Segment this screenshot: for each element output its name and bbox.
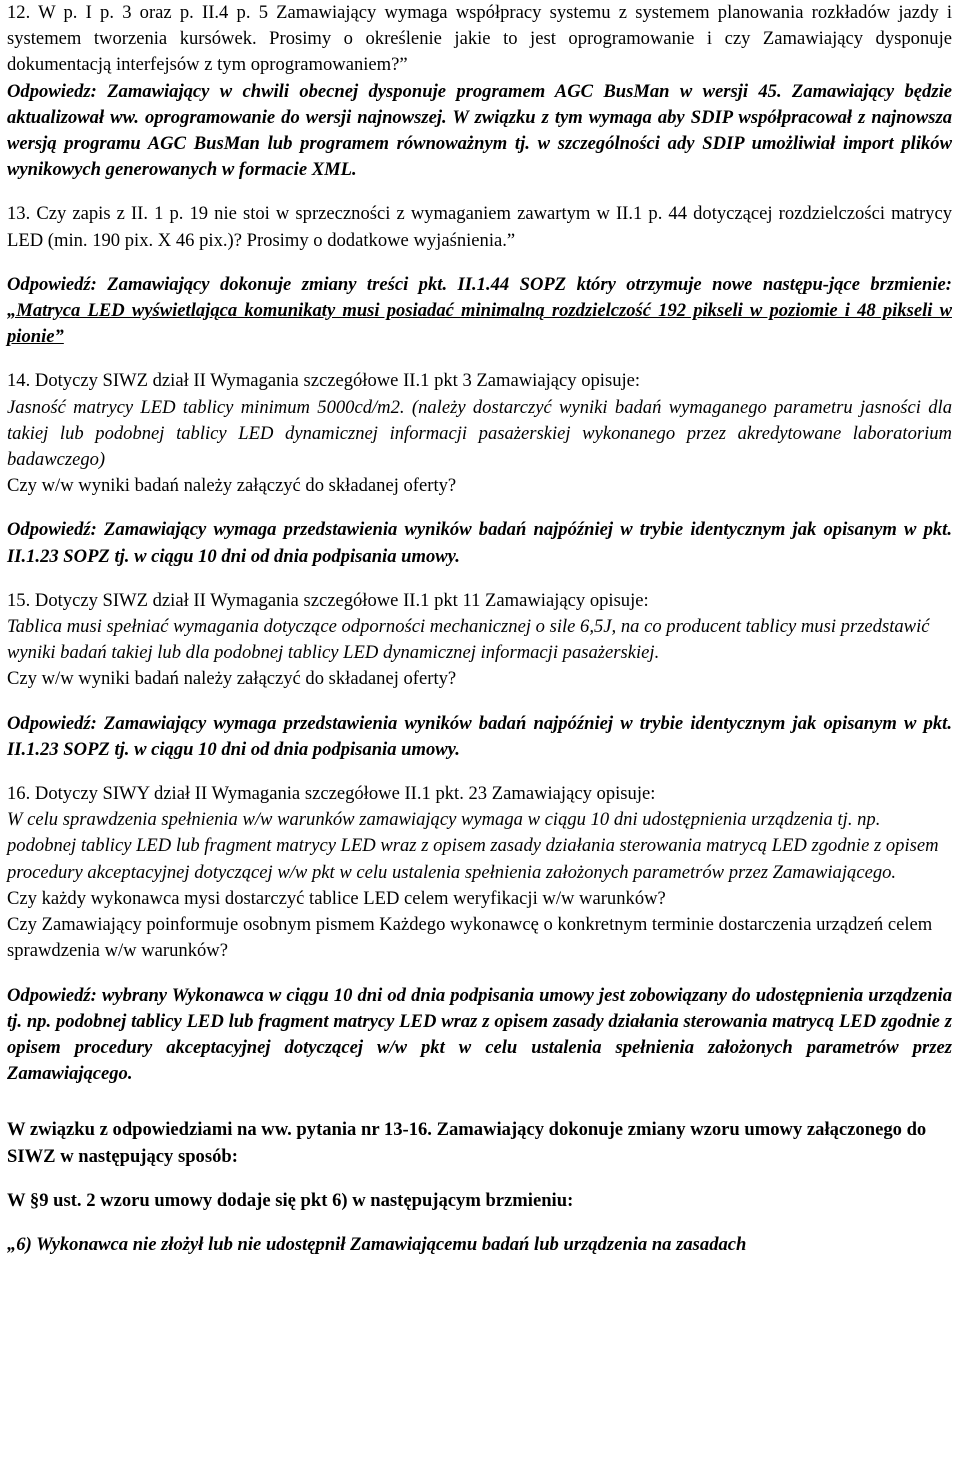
answer-13-intro: Odpowiedź: Zamawiający dokonuje zmiany treści pkt. II.1.44 SOPZ który otrzymuje nowe następu-jące brzmienie: [7,273,952,295]
question-12 [7,0,952,183]
spacer [7,499,952,517]
contract-change-quote: „6) Wykonawca nie złożył lub nie udostępnił Zamawiającemu badań lub urządzenia na zasadach [7,1233,747,1255]
question-16-quote: W celu sprawdzenia spełnienia w/w warunków zamawiający wymaga w ciągu 10 dni udostępnienia urządzenia tj. np. podobnej tablicy LED lub fragment matrycy LED wraz z opisem zasady działania sterowania matrycą LED zgodnie z opisem procedury akceptacyjnej dotyczącej w/w pkt w celu ustalenia spełnienia założonych parametrów przez Zamawiającego. [7,809,939,883]
answer-13 [7,272,952,351]
answer-12-text: Odpowiedz: Zamawiający w chwili obecnej dysponuje programem AGC BusMan w wersji 45. Zamawiający będzie aktualizował ww. oprogramowanie do wersji najnowszej. W związku z tym wymaga aby SDIP współpracował z najnowsza wersją programu AGC BusMan lub programem równoważnym tj. w szczególności ady SDIP umożliwiał import plików wynikowych generowanych w formacie XML. [7,80,952,181]
question-15 [7,588,952,763]
question-15-question: Czy w/w wyniki badań należy załączyć do składanej oferty? [7,668,457,690]
spacer [7,763,952,781]
question-14 [7,368,952,569]
spacer [7,1087,952,1117]
answer-15-text: Odpowiedź: Zamawiający wymaga przedstawienia wyników badań najpóźniej w trybie identycznym jak opisanym w pkt. II.1.23 SOPZ tj. w ciągu 10 dni od dnia podpisania umowy. [7,712,952,760]
contract-change-paragraph-9: W §9 ust. 2 wzoru umowy dodaje się pkt 6) w następującym brzmieniu: [7,1189,574,1211]
question-16-question-1: Czy każdy wykonawca mysi dostarczyć tablice LED celem weryfikacji w/w warunków? [7,887,666,909]
spacer [7,570,952,588]
question-16-question-2: Czy Zamawiający poinformuje osobnym pismem Każdego wykonawcę o konkretnym terminie dostarczenia urządzeń celem sprawdzenia w/w warunków? [7,914,933,962]
spacer [7,350,952,368]
contract-change [7,1117,952,1258]
spacer [7,1214,952,1232]
spacer [7,183,952,201]
question-15-intro: 15. Dotyczy SIWZ dział II Wymagania szczegółowe II.1 pkt 11 Zamawiający opisuje: [7,589,649,611]
contract-change-intro: W związku z odpowiedziami na ww. pytania nr 13-16. Zamawiający dokonuje zmiany wzoru umowy załączonego do SIWZ w następujący sposób: [7,1119,927,1167]
answer-13-quote: „Matryca LED wyświetlająca komunikaty musi posiadać minimalną rozdzielczość 192 pikseli w poziomie i 48 pikseli w pionie” [7,300,952,348]
question-15-quote: Tablica musi spełniać wymagania dotyczące odporności mechanicznej o sile 6,5J, na co producent tablicy musi przedstawić wyniki badań takiej lub dla podobnej tablicy LED dynamicznej informacji pasażerskiej. [7,616,930,664]
spacer [7,693,952,711]
spacer [7,254,952,272]
question-16 [7,781,952,1087]
question-14-intro: 14. Dotyczy SIWZ dział II Wymagania szczegółowe II.1 pkt 3 Zamawiający opisuje: [7,370,641,392]
answer-16-text: Odpowiedź: wybrany Wykonawca w ciągu 10 dni od dnia podpisania umowy jest zobowiązany do udostępnienia urządzenia tj. np. podobnej tablicy LED lub fragment matrycy LED wraz z opisem zasady działania sterowania matrycą LED zgodnie z opisem procedury akceptacyjnej dotyczącej w/w pkt w celu ustalenia spełnienia założonych parametrów przez Zamawiającego. [7,984,952,1085]
spacer [7,965,952,983]
answer-14-text: Odpowiedź: Zamawiający wymaga przedstawienia wyników badań najpóźniej w trybie identycznym jak opisanym w pkt. II.1.23 SOPZ tj. w ciągu 10 dni od dnia podpisania umowy. [7,519,952,567]
question-16-intro: 16. Dotyczy SIWY dział II Wymagania szczegółowe II.1 pkt. 23 Zamawiający opisuje: [7,783,656,805]
question-13-text: 13. Czy zapis z II. 1 p. 19 nie stoi w sprzeczności z wymaganiem zawartym w II.1 p. 44 dotyczącej rozdzielczości matrycy LED (min. 190 pix. X 46 pix.)? Prosimy o dodatkowe wyjaśnienia.” [7,203,952,251]
question-13 [7,201,952,350]
question-14-quote: Jasność matrycy LED tablicy minimum 5000cd/m2. (należy dostarczyć wyniki badań wymaganego parametru jasności dla takiej lub podobnej tablicy LED dynamicznej informacji pasażerskiej wykonanego przez akredytowane laboratorium badawczego) [7,396,952,471]
question-14-question: Czy w/w wyniki badań należy załączyć do składanej oferty? [7,475,457,497]
spacer [7,1170,952,1188]
question-12-text: 12. W p. I p. 3 oraz p. II.4 p. 5 Zamawiający wymaga współpracy systemu z systemem planowania rozkładów jazdy i systemem tworzenia kursówek. Prosimy o określenie jakie to jest oprogramowanie i czy Zamawiający dysponuje dokumentacją interfejsów z tym oprogramowaniem?” [7,2,952,76]
